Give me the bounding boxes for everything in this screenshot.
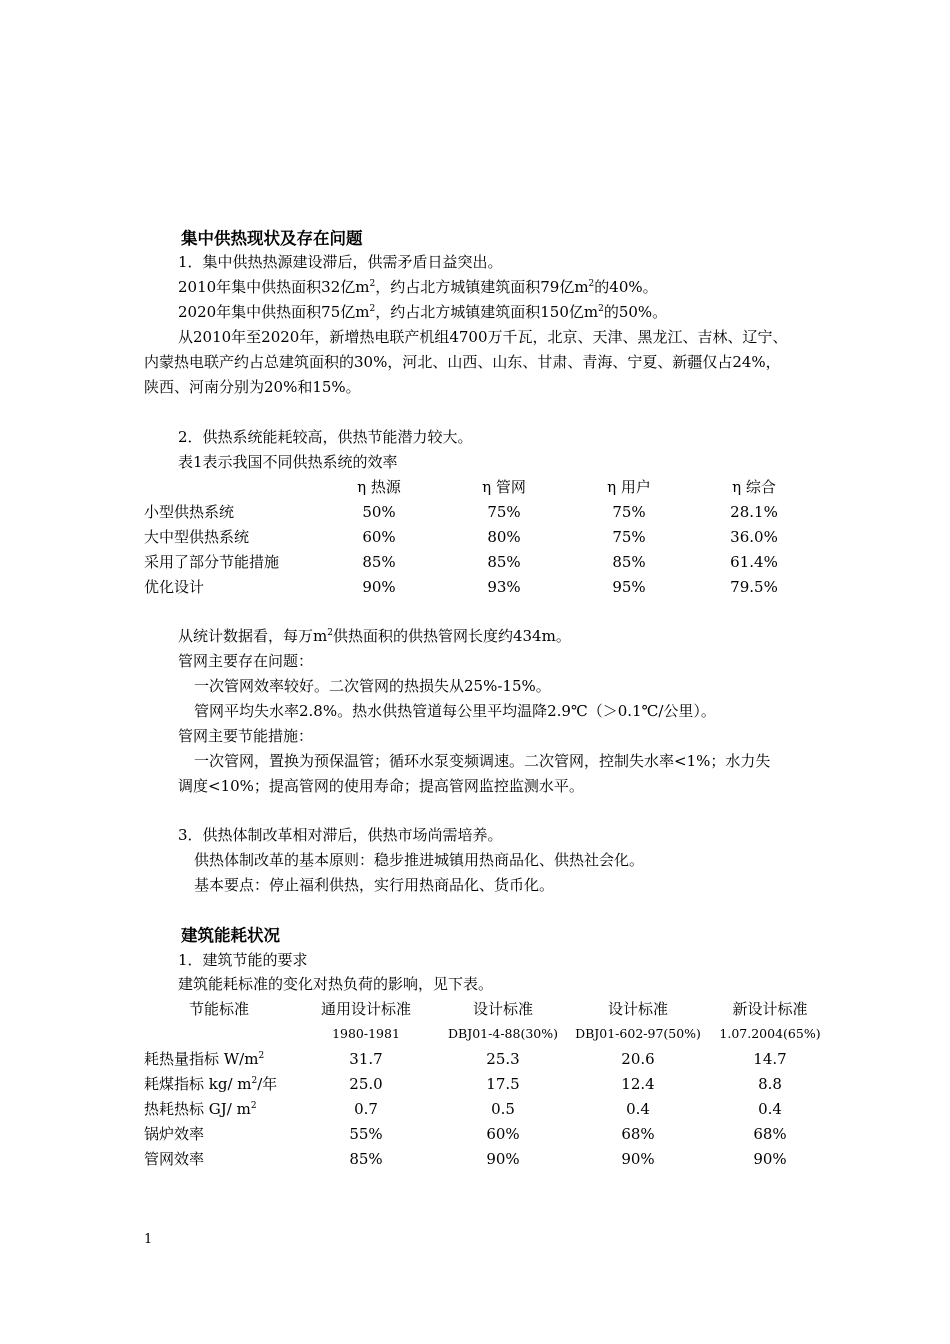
paragraph: 陕西、河南分别为20%和15%。 [144,378,361,396]
paragraph: 2020年集中供热面积75亿$m^2$，约占北方城镇建筑面积150亿$m^2$的50%。 [178,303,668,321]
paragraph: 建筑能耗标准的变化对热负荷的影响，见下表。 [178,975,494,993]
section-title-heating: 集中供热现状及存在问题 [181,229,363,248]
table-row: 小型供热系统 50% 75% 75% 28.1% [144,502,778,521]
table-caption: 表1表示我国不同供热系统的效率 [178,453,398,471]
paragraph: 一次管网效率较好。二次管网的热损失从25%-15%。 [194,677,551,695]
table-row: 管网效率 85% 90% 90% 90% [144,1149,787,1168]
efficiency-table [144,474,814,599]
table-row: 耗煤指标 kg/ $m^2/$年 25.0 17.5 12.4 8.8 [144,1074,782,1093]
paragraph: 2010年集中供热面积32亿$m^2$，约占北方城镇建筑面积79亿$m^2$的40%。 [178,278,658,296]
section-title-building-energy: 建筑能耗状况 [181,926,280,945]
table-header-row: 节能标准 通用设计标准 设计标准 设计标准 新设计标准 [188,1000,808,1018]
table-row: 采用了部分节能措施 85% 85% 85% 61.4% [144,552,778,571]
paragraph: 供热体制改革的基本原则：稳步推进城镇用热商品化、供热社会化。 [194,851,645,869]
table-row: 热耗热标 GJ/ $m^2$ 0.7 0.5 0.4 0.4 [144,1099,782,1118]
paragraph: 一次管网，置换为预保温管；循环水泵变频调速。二次管网，控制失水率<1%；水力失 [194,752,771,770]
paragraph: 调度<10%；提高管网的使用寿命；提高管网监控监测水平。 [178,777,584,795]
table-subheader-row: 1980-1981 DBJ01-4-88(30%) DBJ01-602-97(50%) 1.07.2004(65%) [332,1026,821,1041]
paragraph: 1．建筑节能的要求 [178,951,308,969]
paragraph: 管网主要节能措施： [178,727,314,745]
energy-standard-table [144,996,832,1171]
paragraph: 从2010年至2020年，新增热电联产机组4700万千瓦，北京、天津、黑龙江、吉林、辽宁、 [178,328,788,346]
paragraph: 内蒙热电联产约占总建筑面积的30%，河北、山西、山东、甘肃、青海、宁夏、新疆仅占24%， [144,353,781,371]
table-row: 大中型供热系统 60% 80% 75% 36.0% [144,527,778,546]
table-row: 优化设计 90% 93% 95% 79.5% [144,577,778,596]
paragraph: 基本要点：停止福利供热，实行用热商品化、货币化。 [194,876,555,894]
paragraph: 管网主要存在问题： [178,652,314,670]
paragraph: 1．集中供热热源建设滞后，供需矛盾日益突出。 [178,253,503,271]
table-header-row: η 热源 η 管网 η 用户 η 综合 [357,478,776,496]
paragraph: 从统计数据看，每万$m^2$供热面积的供热管网长度约434m。 [178,627,571,645]
table-row: 耗热量指标 $W/m^2$ 31.7 25.3 20.6 14.7 [144,1049,787,1068]
paragraph: 3．供热体制改革相对滞后，供热市场尚需培养。 [178,826,503,844]
paragraph: 管网平均失水率2.8%。热水供热管道每公里平均温降2.9℃（＞0.1℃/公里）。 [194,702,716,720]
page-number: 1 [144,1232,153,1247]
paragraph: 2．供热系统能耗较高，供热节能潜力较大。 [178,428,473,446]
table-row: 锅炉效率 55% 60% 68% 68% [144,1124,787,1143]
